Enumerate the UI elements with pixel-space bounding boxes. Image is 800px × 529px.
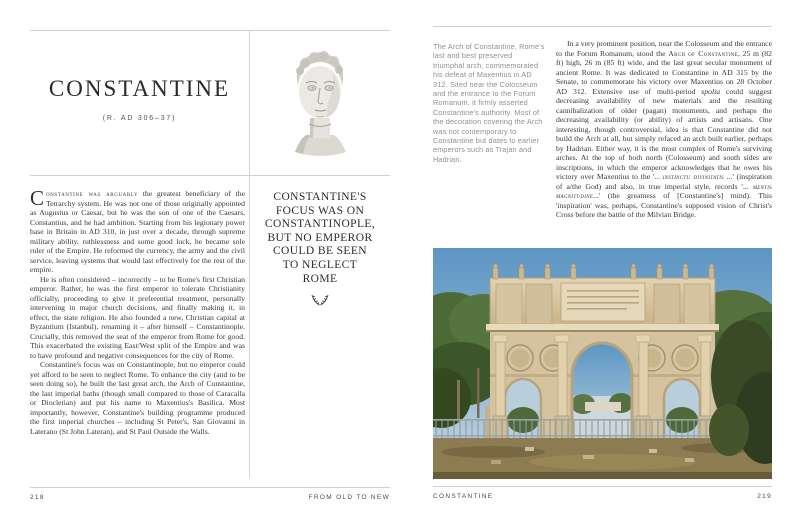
paragraph: He is often considered – incorrectly – to be Rome's first Christian emperor. Rather, he was the first emperor to tolerate Christianity officially, proceeding to give it preferential treatment, personally intervening in major church decisions, and finally making it, in effect, the state religion. He also founded a new, Christian capital at Byzantium (Istanbul), renaming it – after himself – Constantinople. Crucially, this removed the seat of the emperor from Rome for good. This exacerbated the existing East/West split of the Empire and was to have profound and negative consequences for the city of Rome.	[30, 274, 245, 360]
left-page-footer	[30, 494, 390, 501]
bust-cell	[250, 31, 390, 175]
article-text	[30, 176, 249, 478]
left-page-body	[30, 176, 390, 478]
chapter-title: CONSTANTINE	[433, 493, 494, 500]
quote-line: ROME	[302, 272, 338, 285]
italic-text: spolia	[701, 86, 721, 96]
arch-structure	[485, 264, 720, 444]
pull-quote-block	[250, 176, 390, 478]
title-block	[30, 27, 249, 171]
right-page	[400, 0, 800, 529]
page-number: 219	[757, 493, 772, 500]
quote-line: CONSTANTINOPLE,	[264, 218, 376, 231]
page-number: 218	[30, 494, 45, 501]
article-text	[556, 39, 772, 220]
paragraph-text: could suggest decreasing availability of new materials and the resulting cannibalization of older (pagan) monuments, and perhaps the decreasing availability (or ability) of artists and artisans. One interesting, though controversial, idea is that Constantine did not build the Arch at all, but simply refaced an arch built earlier, perhaps by Hadrian. Either way, it is the most complex of Rome's surviving arches. At the top of both north (Colosseum) and south sides are inscriptions, in which the emperor acknowledges that he owes his victory over Maxentius to the '...	[556, 86, 772, 181]
left-page-header	[30, 31, 390, 175]
photo-caption: The Arch of Constantine, Rome's last and best preserved triumphal arch, commemorated his defeat of Maxentius in AD 312. Sited near the Colosseum and the entrance to the Forum Romanum, it firmly asserted Constantine's authority. Most of the decoration covering the Arch was not contemporary to Constantine but dates to earlier emperors such as Trajan and Hadrian.	[433, 42, 545, 164]
pull-quote	[250, 191, 390, 286]
quote-line: FOCUS WAS ON	[275, 204, 365, 217]
latin-inscription: instinctu divinitatis	[662, 172, 724, 181]
quote-line: COULD BE SEEN	[272, 245, 367, 258]
quote-line: CONSTANTINE'S	[273, 191, 367, 203]
paragraph-text: , 25 m (82 ft) high, 26 m (85 ft) wide, and the last great secular monument of ancient Rome. It was dedicated to Constantine in AD 315 by the Senate, to commemorate his victory over Maxentius on 28 October AD 312. Extensive use of multi-period	[556, 48, 772, 96]
constantine-bust-illustration	[281, 44, 359, 162]
footer-rule	[433, 486, 772, 487]
laurel-ornament-icon	[310, 294, 330, 307]
footer-rule	[30, 487, 390, 488]
lead-in: onstantine was arguably	[46, 189, 139, 198]
page-title: CONSTANTINE	[48, 76, 231, 101]
arch-of-constantine-photo	[433, 248, 772, 479]
quote-line: BUT NO EMPEROR	[267, 231, 373, 244]
foreground-tree	[709, 320, 772, 464]
section-title: FROM OLD TO NEW	[308, 494, 390, 501]
paragraph	[556, 39, 772, 220]
paragraph-text: the greatest beneficiary of the Tetrarchy system. He was not one of those originally appointed as Augustus or Caesar, but he was the son of one of the Caesars, Constantius, and he had ambition. Starting from his legionary power base in Britain in AD 310, in just over a decade, through supreme military ability, ruthlessness and some good luck, he became sole ruler of the Empire. He reformed the currency, the army and the civil service, leaving systems that would last effectively for the rest of the empire.	[30, 189, 245, 274]
drop-cap: C	[30, 186, 45, 210]
smallcaps-text: Arch of Constantine	[668, 48, 738, 58]
right-page-content	[433, 39, 772, 220]
top-rule	[433, 26, 772, 27]
paragraph-text: ...' (inspiration of a/the God) and also, in true imperial style, records '...	[556, 172, 772, 191]
latin-inscription: mentis magnitudine	[556, 181, 772, 200]
right-page-footer	[433, 493, 772, 500]
paragraph: Constantine's focus was on Constantinople, but no emperor could yet afford to be seen to neglect Rome. To enhance the city (and to be seen doing so), he built the last great arch, the Arch of Constantine, the last imperial baths (though small compared to those of Caracalla or Diocletian) and put his name to Maxentius's Basilica. Most importantly, however, Constantine's building programme produced the first imperial churches – including St Peter's, San Giovanni in Laterano (St John Lateran), and St Paul Outside the Walls.	[30, 360, 245, 436]
reign-dates: (R. AD 306–37)	[102, 115, 177, 122]
paragraph-text: In a very prominent position, near the Colosseum and the entrance to the Forum Romanum, stood the	[556, 39, 772, 58]
paragraph	[30, 186, 245, 275]
paragraph-text: ...' (the greatness of [Constantine's] mind). This 'inspiration' was, perhaps, Constantine's supposed vision of Christ's Cross before the battle of the Milvian Bridge.	[556, 191, 772, 219]
quote-line: TO NEGLECT	[282, 258, 358, 271]
